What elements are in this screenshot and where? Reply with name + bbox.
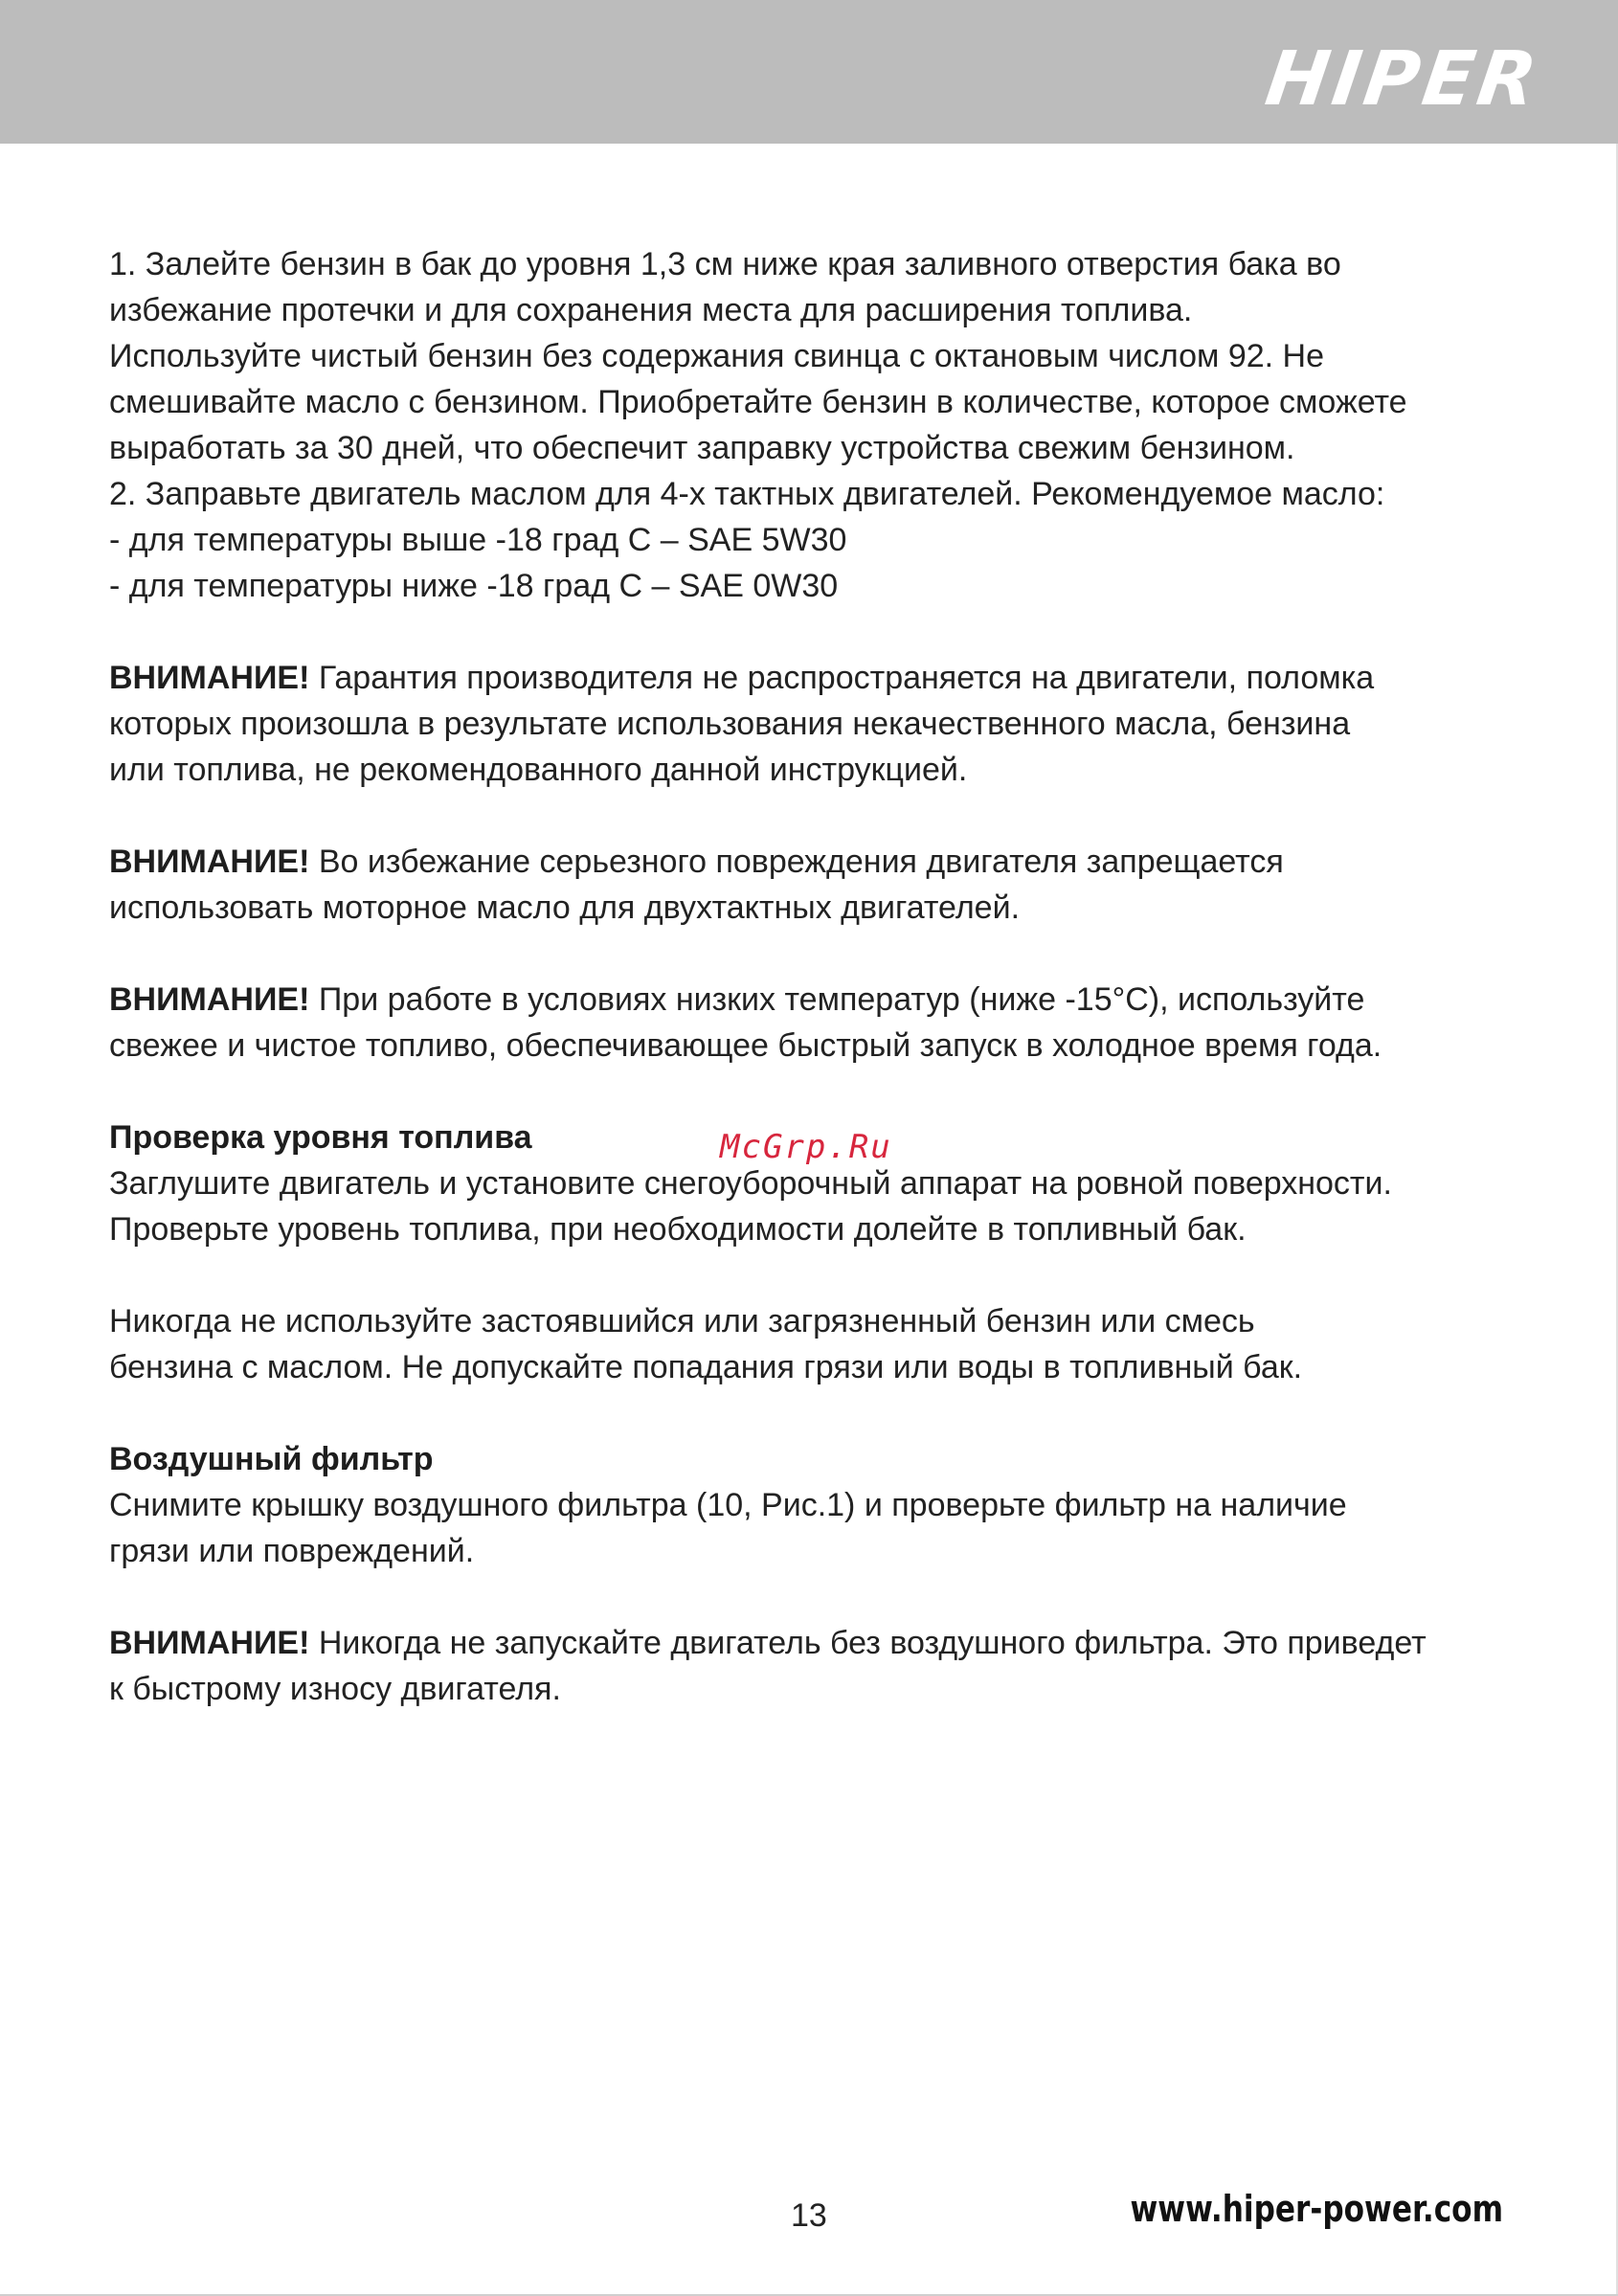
air-filter-line-2: грязи или повреждений. [109,1533,475,1569]
warning-label: ВНИМАНИЕ! [109,660,310,696]
intro-line-8: - для температуры ниже -18 град С – SAE 0W30 [109,568,839,604]
intro-line-6: 2. Заправьте двигатель маслом для 4-х тактных двигателей. Рекомендуемое масло: [109,476,1385,512]
warning-3-line-1: ВНИМАНИЕ! При работе в условиях низких температур (ниже -15°С), используйте [109,981,1365,1018]
warning-4-line-2: к быстрому износу двигателя. [109,1671,561,1707]
watermark: McGrp.Ru [720,1128,892,1166]
warning-2-line-1: ВНИМАНИЕ! Во избежание серьезного повреждения двигателя запрещается [109,844,1284,880]
never-use-line-2: бензина с маслом. Не допускайте попадания грязи или воды в топливный бак. [109,1349,1303,1385]
page-content [109,241,1526,1712]
intro-line-4: смешивайте масло с бензином. Приобретайте бензин в количестве, которое сможете [109,384,1407,420]
intro-line-1: 1. Залейте бензин в бак до уровня 1,3 см ниже края заливного отверстия бака во [109,246,1341,282]
warning-1-line-2: которых произошла в результате использования некачественного масла, бензина [109,706,1351,742]
hiper-logo: HIPER [1260,36,1546,123]
warning-label: ВНИМАНИЕ! [109,981,310,1018]
fuel-check-line-1: Заглушите двигатель и установите снегоуборочный аппарат на ровной поверхности. [109,1165,1392,1202]
warning-3-line-2: свежее и чистое топливо, обеспечивающее быстрый запуск в холодное время года. [109,1027,1382,1064]
intro-line-7: - для температуры выше -18 град С – SAE 5W30 [109,522,847,558]
intro-line-3: Используйте чистый бензин без содержания свинца с октановым числом 92. Не [109,338,1325,374]
air-filter-line-1: Снимите крышку воздушного фильтра (10, Рис.1) и проверьте фильтр на наличие [109,1487,1347,1523]
never-use-line-1: Никогда не используйте застоявшийся или загрязненный бензин или смесь [109,1303,1255,1339]
warning-label: ВНИМАНИЕ! [109,1625,310,1661]
warning-4-line-1: ВНИМАНИЕ! Никогда не запускайте двигатель без воздушного фильтра. Это приведет [109,1625,1427,1661]
intro-line-2: избежание протечки и для сохранения места для расширения топлива. [109,292,1193,328]
page-number: 13 [791,2197,827,2234]
intro-line-5: выработать за 30 дней, что обеспечит заправку устройства свежим бензином. [109,430,1295,466]
warning-2-line-2: использовать моторное масло для двухтактных двигателей. [109,889,1021,926]
header-band [0,0,1618,144]
fuel-check-line-2: Проверьте уровень топлива, при необходимости долейте в топливный бак. [109,1211,1247,1248]
warning-1-line-1: ВНИМАНИЕ! Гарантия производителя не распространяется на двигатели, поломка [109,660,1375,696]
fuel-check-heading: Проверка уровня топлива [109,1119,532,1156]
website-link[interactable]: www.hiper-power.com [1130,2188,1503,2230]
warning-label: ВНИМАНИЕ! [109,844,310,880]
warning-1-line-3: или топлива, не рекомендованного данной инструкцией. [109,752,968,788]
air-filter-heading: Воздушный фильтр [109,1441,434,1477]
